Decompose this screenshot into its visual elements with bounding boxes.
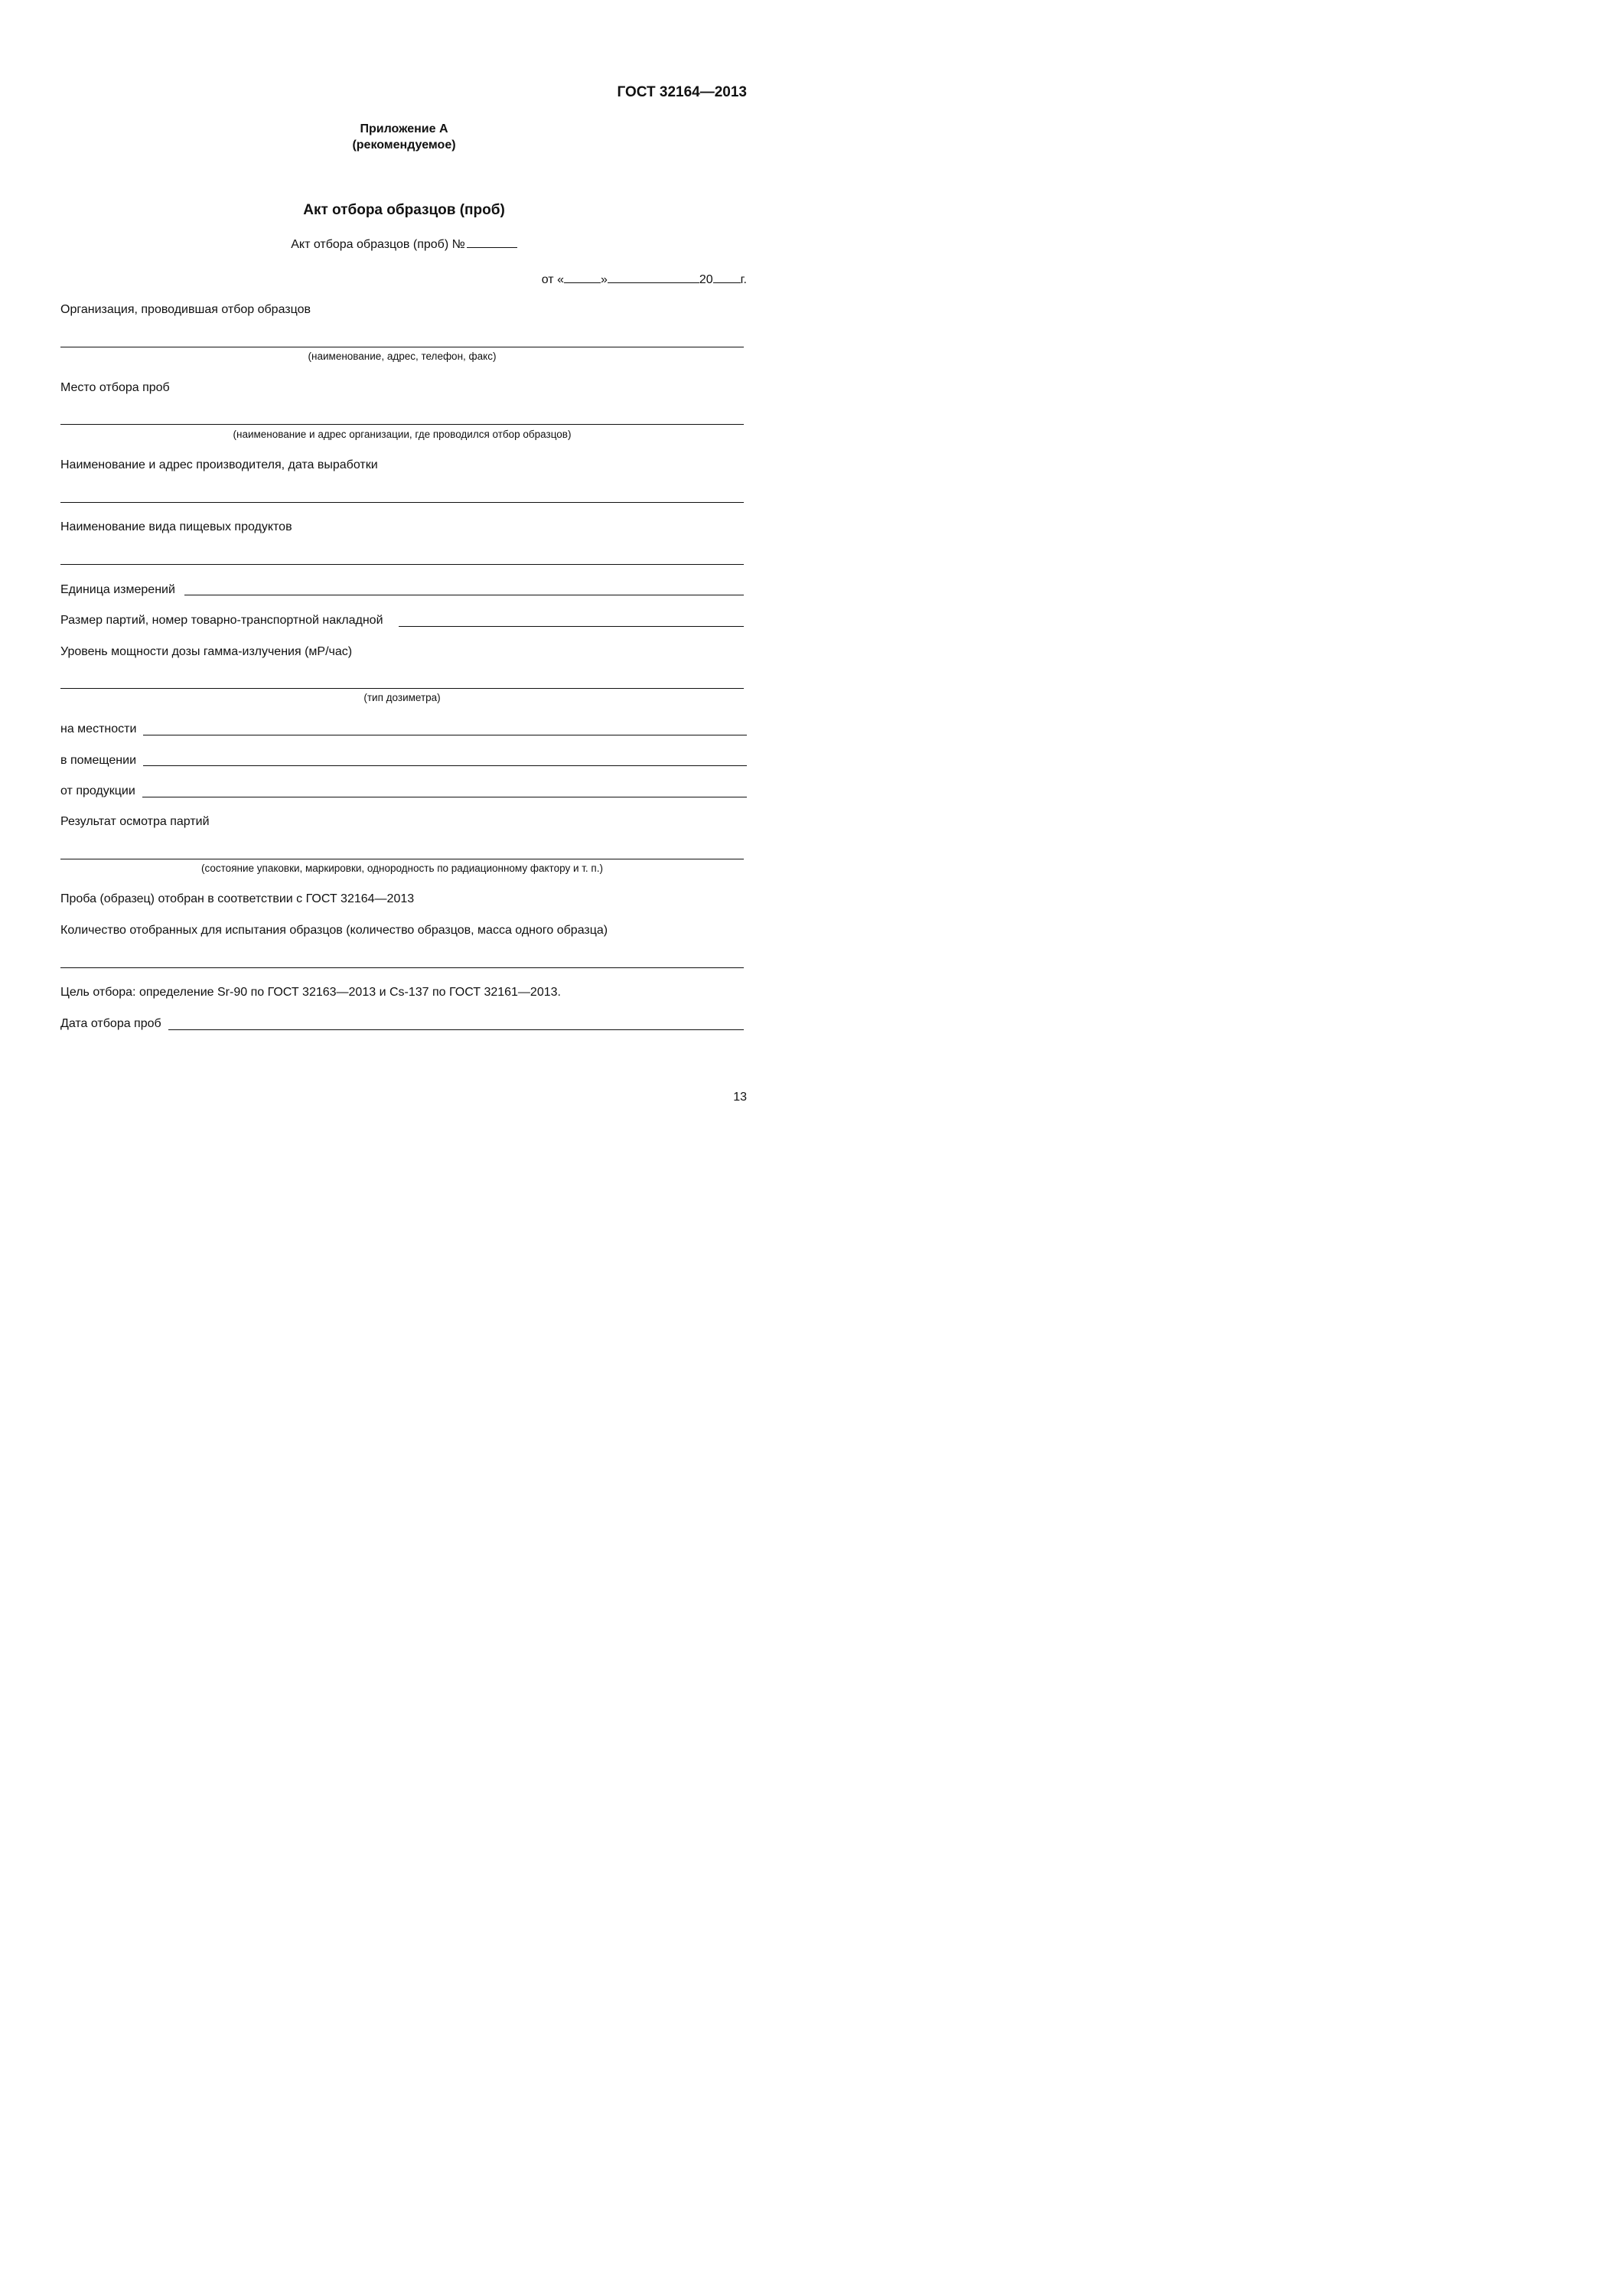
compliance-text: Проба (образец) отобран в соответствии с ГОСТ 32164—2013 [60, 892, 415, 905]
indoor-label: в помещении [60, 754, 136, 767]
date-suffix: г. [740, 273, 747, 286]
date-year-prefix: 20 [699, 273, 713, 286]
product-label: от продукции [60, 784, 135, 797]
standard-code: ГОСТ 32164—2013 [617, 84, 747, 100]
act-title: Акт отбора образцов (проб) [303, 202, 505, 218]
organization-hint: (наименование, адрес, телефон, факс) [308, 351, 497, 362]
dose-rate-label: Уровень мощности дозы гамма-излучения (мР/час) [60, 645, 353, 658]
lot-size-label: Размер партий, номер товарно-транспортной накладной [60, 614, 383, 627]
date-quote-close: » [600, 273, 608, 286]
act-date-line [542, 272, 747, 287]
inspection-label: Результат осмотра партий [60, 815, 210, 828]
page-number: 13 [733, 1091, 747, 1104]
annex-title: Приложение А [360, 122, 448, 135]
product-type-label: Наименование вида пищевых продуктов [60, 520, 292, 533]
organization-label: Организация, проводившая отбор образцов [60, 303, 311, 316]
indoor-field[interactable] [143, 765, 747, 766]
act-number-line [0, 238, 808, 252]
terrain-label: на местности [60, 722, 137, 735]
sampling-date-label: Дата отбора проб [60, 1017, 161, 1030]
product-type-field[interactable] [60, 564, 744, 565]
quantity-label: Количество отобранных для испытания образцов (количество образцов, масса одного образца) [60, 924, 608, 937]
date-year-blank[interactable] [713, 272, 741, 283]
unit-label: Единица измерений [60, 583, 175, 596]
place-label: Место отбора проб [60, 381, 170, 394]
date-month-blank[interactable] [608, 272, 699, 283]
purpose-text: Цель отбора: определение Sr-90 по ГОСТ 32163—2013 и Cs-137 по ГОСТ 32161—2013. [60, 986, 561, 999]
lot-size-field[interactable] [399, 626, 744, 627]
dosimeter-hint: (тип дозиметра) [363, 692, 441, 703]
manufacturer-field[interactable] [60, 502, 744, 503]
manufacturer-label: Наименование и адрес производителя, дата выработки [60, 458, 378, 471]
date-day-blank[interactable] [564, 272, 601, 283]
act-number-blank[interactable] [467, 246, 517, 248]
place-hint: (наименование и адрес организации, где проводился отбор образцов) [233, 429, 572, 440]
quantity-field[interactable] [60, 967, 744, 968]
sampling-date-field[interactable] [168, 1029, 744, 1030]
act-number-label: Акт отбора образцов (проб) № [291, 238, 465, 251]
dosimeter-field[interactable] [60, 688, 744, 689]
inspection-hint: (состояние упаковки, маркировки, однородность по радиационному фактору и т. п.) [201, 863, 603, 874]
date-prefix: от « [541, 273, 564, 286]
place-field[interactable] [60, 424, 744, 425]
annex-status: (рекомендуемое) [352, 139, 456, 152]
